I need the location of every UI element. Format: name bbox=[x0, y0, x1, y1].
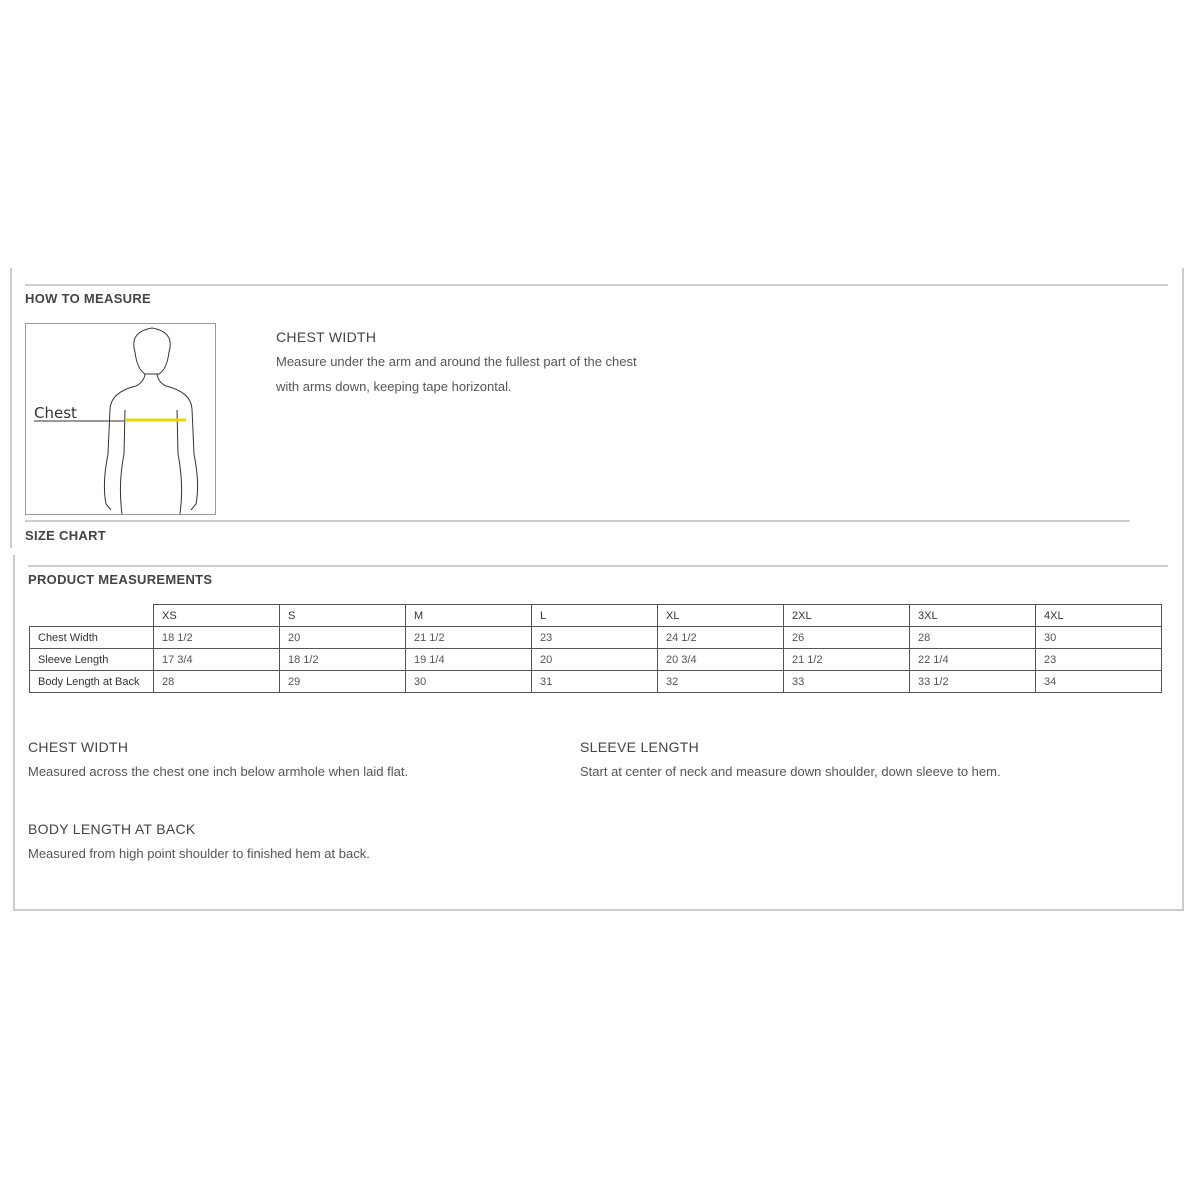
panel-border-left bbox=[10, 268, 12, 548]
chest-width-title: CHEST WIDTH bbox=[276, 329, 377, 345]
table-row bbox=[30, 649, 1162, 671]
table-cell: 18 1/2 bbox=[154, 627, 280, 649]
chest-measure-figure bbox=[25, 323, 216, 515]
table-cell: 32 bbox=[658, 671, 784, 693]
size-header: L bbox=[532, 605, 658, 627]
table-cell: 26 bbox=[784, 627, 910, 649]
table-cell: 28 bbox=[910, 627, 1036, 649]
note-title: CHEST WIDTH bbox=[28, 739, 129, 755]
table-cell: 31 bbox=[532, 671, 658, 693]
table-cell: 19 1/4 bbox=[406, 649, 532, 671]
table-cell: 21 1/2 bbox=[406, 627, 532, 649]
table-cell: 24 1/2 bbox=[658, 627, 784, 649]
table-cell: 23 bbox=[1036, 649, 1162, 671]
divider bbox=[25, 284, 1168, 286]
table-cell: 34 bbox=[1036, 671, 1162, 693]
chest-width-line-1: Measure under the arm and around the fullest part of the chest bbox=[276, 354, 637, 369]
divider bbox=[25, 520, 1130, 522]
table-cell: 29 bbox=[280, 671, 406, 693]
size-header-row bbox=[30, 605, 1162, 627]
table-cell: 20 3/4 bbox=[658, 649, 784, 671]
note-title: BODY LENGTH AT BACK bbox=[28, 821, 196, 837]
table-cell: 33 1/2 bbox=[910, 671, 1036, 693]
table-cell: 23 bbox=[532, 627, 658, 649]
panel-border-left bbox=[13, 555, 15, 911]
row-label: Chest Width bbox=[30, 627, 154, 649]
size-header: XL bbox=[658, 605, 784, 627]
note-text: Start at center of neck and measure down shoulder, down sleeve to hem. bbox=[580, 764, 1001, 779]
table-cell: 21 1/2 bbox=[784, 649, 910, 671]
panel-border-bottom bbox=[13, 909, 1184, 911]
size-header: 3XL bbox=[910, 605, 1036, 627]
how-to-measure-title: HOW TO MEASURE bbox=[25, 291, 152, 306]
size-table bbox=[29, 604, 1162, 693]
row-label: Sleeve Length bbox=[30, 649, 154, 671]
size-header: 4XL bbox=[1036, 605, 1162, 627]
table-row bbox=[30, 671, 1162, 693]
table-cell: 17 3/4 bbox=[154, 649, 280, 671]
size-header: S bbox=[280, 605, 406, 627]
note-text: Measured across the chest one inch below armhole when laid flat. bbox=[28, 764, 409, 779]
table-row bbox=[30, 627, 1162, 649]
table-cell: 20 bbox=[280, 627, 406, 649]
panel-border-right bbox=[1182, 268, 1184, 911]
divider bbox=[28, 565, 1168, 567]
size-header: 2XL bbox=[784, 605, 910, 627]
table-cell: 18 1/2 bbox=[280, 649, 406, 671]
size-header: M bbox=[406, 605, 532, 627]
table-cell: 28 bbox=[154, 671, 280, 693]
note-text: Measured from high point shoulder to finished hem at back. bbox=[28, 846, 370, 861]
row-label: Body Length at Back bbox=[30, 671, 154, 693]
table-cell: 33 bbox=[784, 671, 910, 693]
size-header: XS bbox=[154, 605, 280, 627]
product-measurements-title: PRODUCT MEASUREMENTS bbox=[28, 572, 213, 587]
note-title: SLEEVE LENGTH bbox=[580, 739, 700, 755]
table-cell: 30 bbox=[406, 671, 532, 693]
table-cell: 20 bbox=[532, 649, 658, 671]
table-cell: 22 1/4 bbox=[910, 649, 1036, 671]
figure-label: Chest bbox=[34, 404, 77, 422]
size-chart-title: SIZE CHART bbox=[25, 528, 106, 543]
chest-width-line-2: with arms down, keeping tape horizontal. bbox=[276, 379, 512, 394]
table-cell: 30 bbox=[1036, 627, 1162, 649]
